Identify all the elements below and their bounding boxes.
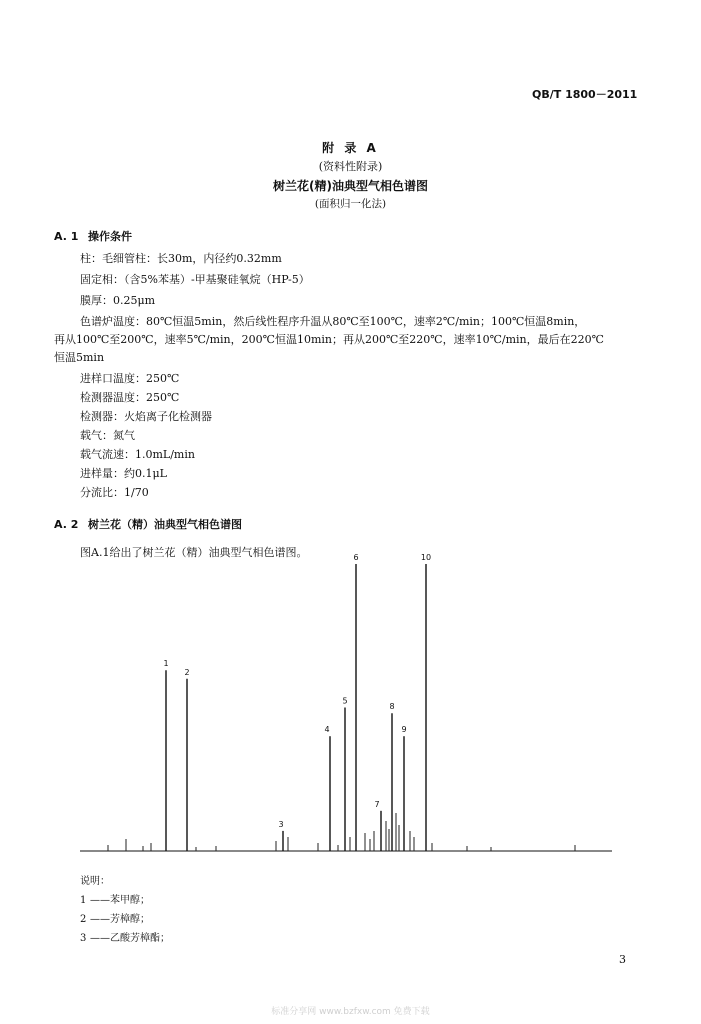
chart-peak-label-2: 2 (184, 667, 190, 677)
chart-peak-label-5: 5 (342, 696, 348, 706)
section-a1-number: A. 1 (54, 230, 79, 243)
section-a2-heading (54, 516, 242, 532)
chart-peak-label-3: 3 (278, 819, 284, 829)
page-number: 3 (619, 953, 626, 966)
legend-name: 芳樟醇； (110, 914, 150, 925)
condition-line: 再从100℃至200℃，速率5℃/min，200℃恒温10min；再从200℃至220℃，速率10℃/min，最后在220℃ (54, 333, 604, 346)
condition-line: 载气：氮气 (80, 429, 135, 442)
legend-sep: —— (90, 914, 110, 925)
condition-line: 色谱炉温度：80℃恒温5min，然后线性程序升温从80℃至100℃，速率2℃/min；100℃恒温8min， (80, 315, 586, 328)
legend-number: 2 (80, 914, 87, 925)
condition-line: 载气流速：1.0mL/min (80, 448, 195, 461)
legend-sep: —— (90, 895, 110, 906)
condition-line: 分流比：1/70 (80, 486, 149, 499)
chart-peak-label-4: 4 (324, 725, 330, 735)
appendix-title: 附 录 A (322, 141, 379, 155)
legend-item (80, 891, 150, 906)
condition-line: 恒温5min (54, 351, 105, 364)
condition-line: 柱：毛细管柱：长30m，内径约0.32mm (80, 252, 282, 265)
section-a1-heading (54, 228, 132, 244)
chromatogram-chart (0, 553, 701, 860)
condition-line: 固定相：（含5%苯基）-甲基聚硅氧烷（HP-5） (80, 273, 310, 286)
appendix-type: (资料性附录) (318, 160, 383, 173)
section-a2-title: 树兰花（精）油典型气相色谱图 (88, 518, 242, 531)
legend-sep: —— (90, 933, 110, 944)
chart-peak-label-6: 6 (353, 553, 359, 562)
legend-item (80, 910, 150, 925)
chart-peak-label-8: 8 (389, 702, 395, 712)
figure-caption: 图A.1给出了树兰花（精）油典型气相色谱图。 (80, 546, 308, 559)
footer-watermark: 标准分享网 www.bzfxw.com 免费下载 (271, 1007, 430, 1017)
appendix-name: 树兰花(精)油典型气相色谱图 (273, 179, 428, 193)
chart-peak-label-10: 10 (420, 553, 432, 562)
standard-number: QB/T 1800－2011 (532, 88, 638, 101)
chart-peak-label-7: 7 (374, 799, 380, 809)
section-a1-title: 操作条件 (88, 230, 132, 243)
chart-peak-label-1: 1 (163, 659, 169, 669)
legend-heading: 说明： (80, 876, 110, 887)
legend-name: 乙酸芳樟酯； (110, 933, 170, 944)
condition-line: 检测器：火焰离子化检测器 (80, 410, 212, 423)
condition-line: 进样口温度：250℃ (80, 372, 180, 385)
chart-peak-label-9: 9 (401, 725, 407, 735)
condition-line: 检测器温度：250℃ (80, 391, 180, 404)
legend-item (80, 929, 170, 944)
appendix-method: (面积归一化法) (314, 198, 387, 210)
legend-number: 3 (80, 933, 87, 944)
section-a2-number: A. 2 (54, 518, 79, 531)
legend-number: 1 (80, 895, 87, 906)
legend-name: 苯甲醇； (110, 895, 150, 906)
condition-line: 膜厚：0.25μm (80, 294, 156, 307)
condition-line: 进样量：约0.1μL (80, 467, 167, 480)
